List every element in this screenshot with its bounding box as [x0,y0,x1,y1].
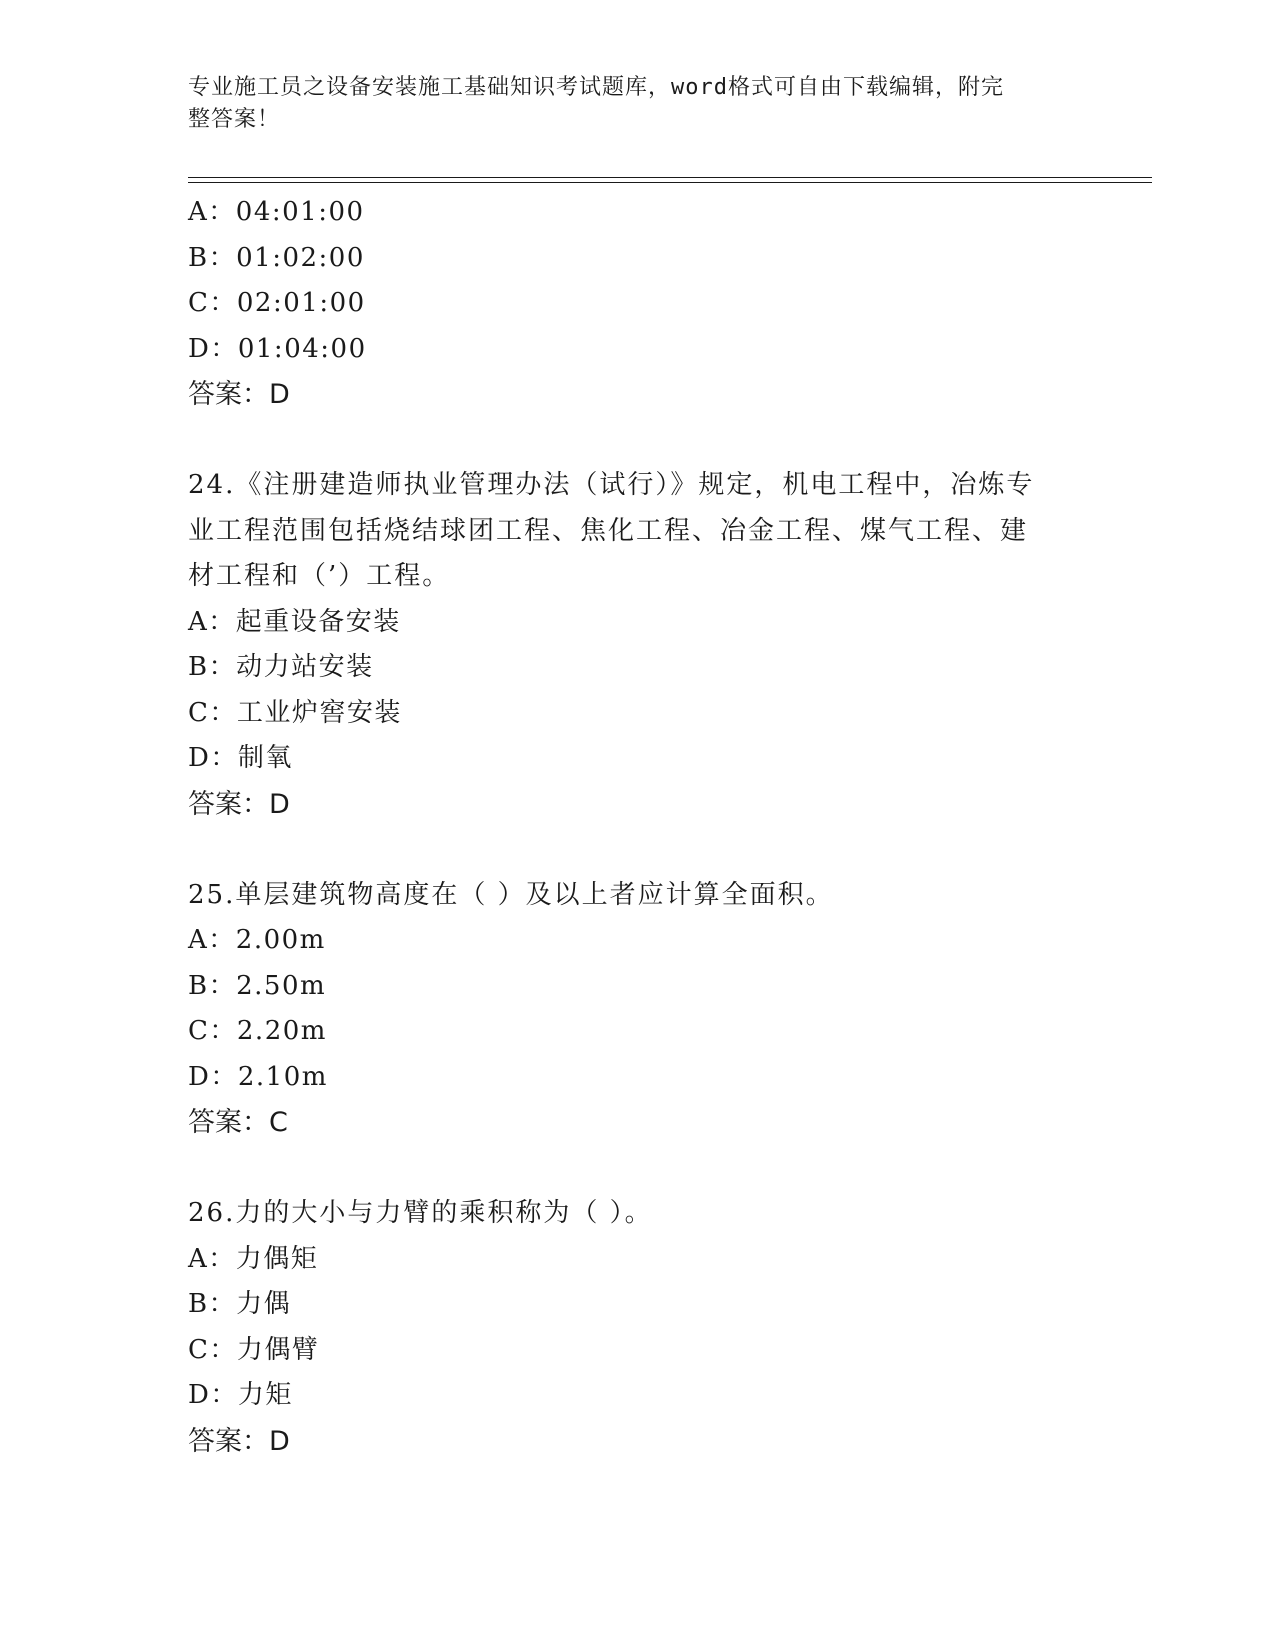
option-c: C：力偶臂 [188,1334,320,1365]
option-c: C：2.20m [188,1016,327,1046]
answer-line: 答案：D [188,379,290,410]
option-d: D：力矩 [188,1380,293,1410]
option-b: B：力偶 [188,1289,292,1319]
option-a: A：2.00m [188,925,326,955]
option-b: B：01:02:00 [188,242,365,273]
option-c: C：02:01:00 [188,288,366,318]
answer-line: 答案：C [188,1107,288,1138]
option-a: A：04:01:00 [188,197,365,227]
answer-line: 答案：D [188,788,290,820]
question-25 [188,873,1078,1146]
question-26 [188,1191,1078,1464]
question-text-line: 25.单层建筑物高度在（ ）及以上者应计算全面积。 [188,879,834,910]
header-divider-top [188,177,1152,178]
spacer [188,1146,1088,1192]
option-a: A：力偶矩 [188,1243,319,1274]
header-line-2: 整答案！ [188,107,281,132]
question-23-partial [188,190,1088,418]
option-b: B：2.50m [188,970,327,1001]
question-text-line: 24.《注册建造师执业管理办法（试行）》规定，机电工程中，冶炼专 [188,470,1035,500]
header-divider-bottom [188,182,1152,183]
option-d: D：制氧 [188,743,293,773]
option-c: C：工业炉窖安装 [188,697,402,728]
option-b: B：动力站安装 [188,652,374,682]
question-list [188,190,1088,1464]
question-24 [188,463,1078,827]
spacer [188,827,1088,873]
option-a: A：起重设备安装 [188,606,401,637]
answer-line: 答案：D [188,1425,290,1457]
question-text-line: 26.力的大小与力臂的乘积称为（ ）。 [188,1198,653,1228]
option-d: D：01:04:00 [188,333,367,364]
document-header [188,72,1068,136]
question-text-line: 材工程和（’）工程。 [188,561,451,591]
header-line-1: 专业施工员之设备安装施工基础知识考试题库，word格式可自由下载编辑，附完 [188,75,1004,100]
question-text-line: 业工程范围包括烧结球团工程、焦化工程、冶金工程、煤气工程、建 [188,515,1029,546]
option-d: D：2.10m [188,1061,328,1092]
spacer [188,418,1088,464]
